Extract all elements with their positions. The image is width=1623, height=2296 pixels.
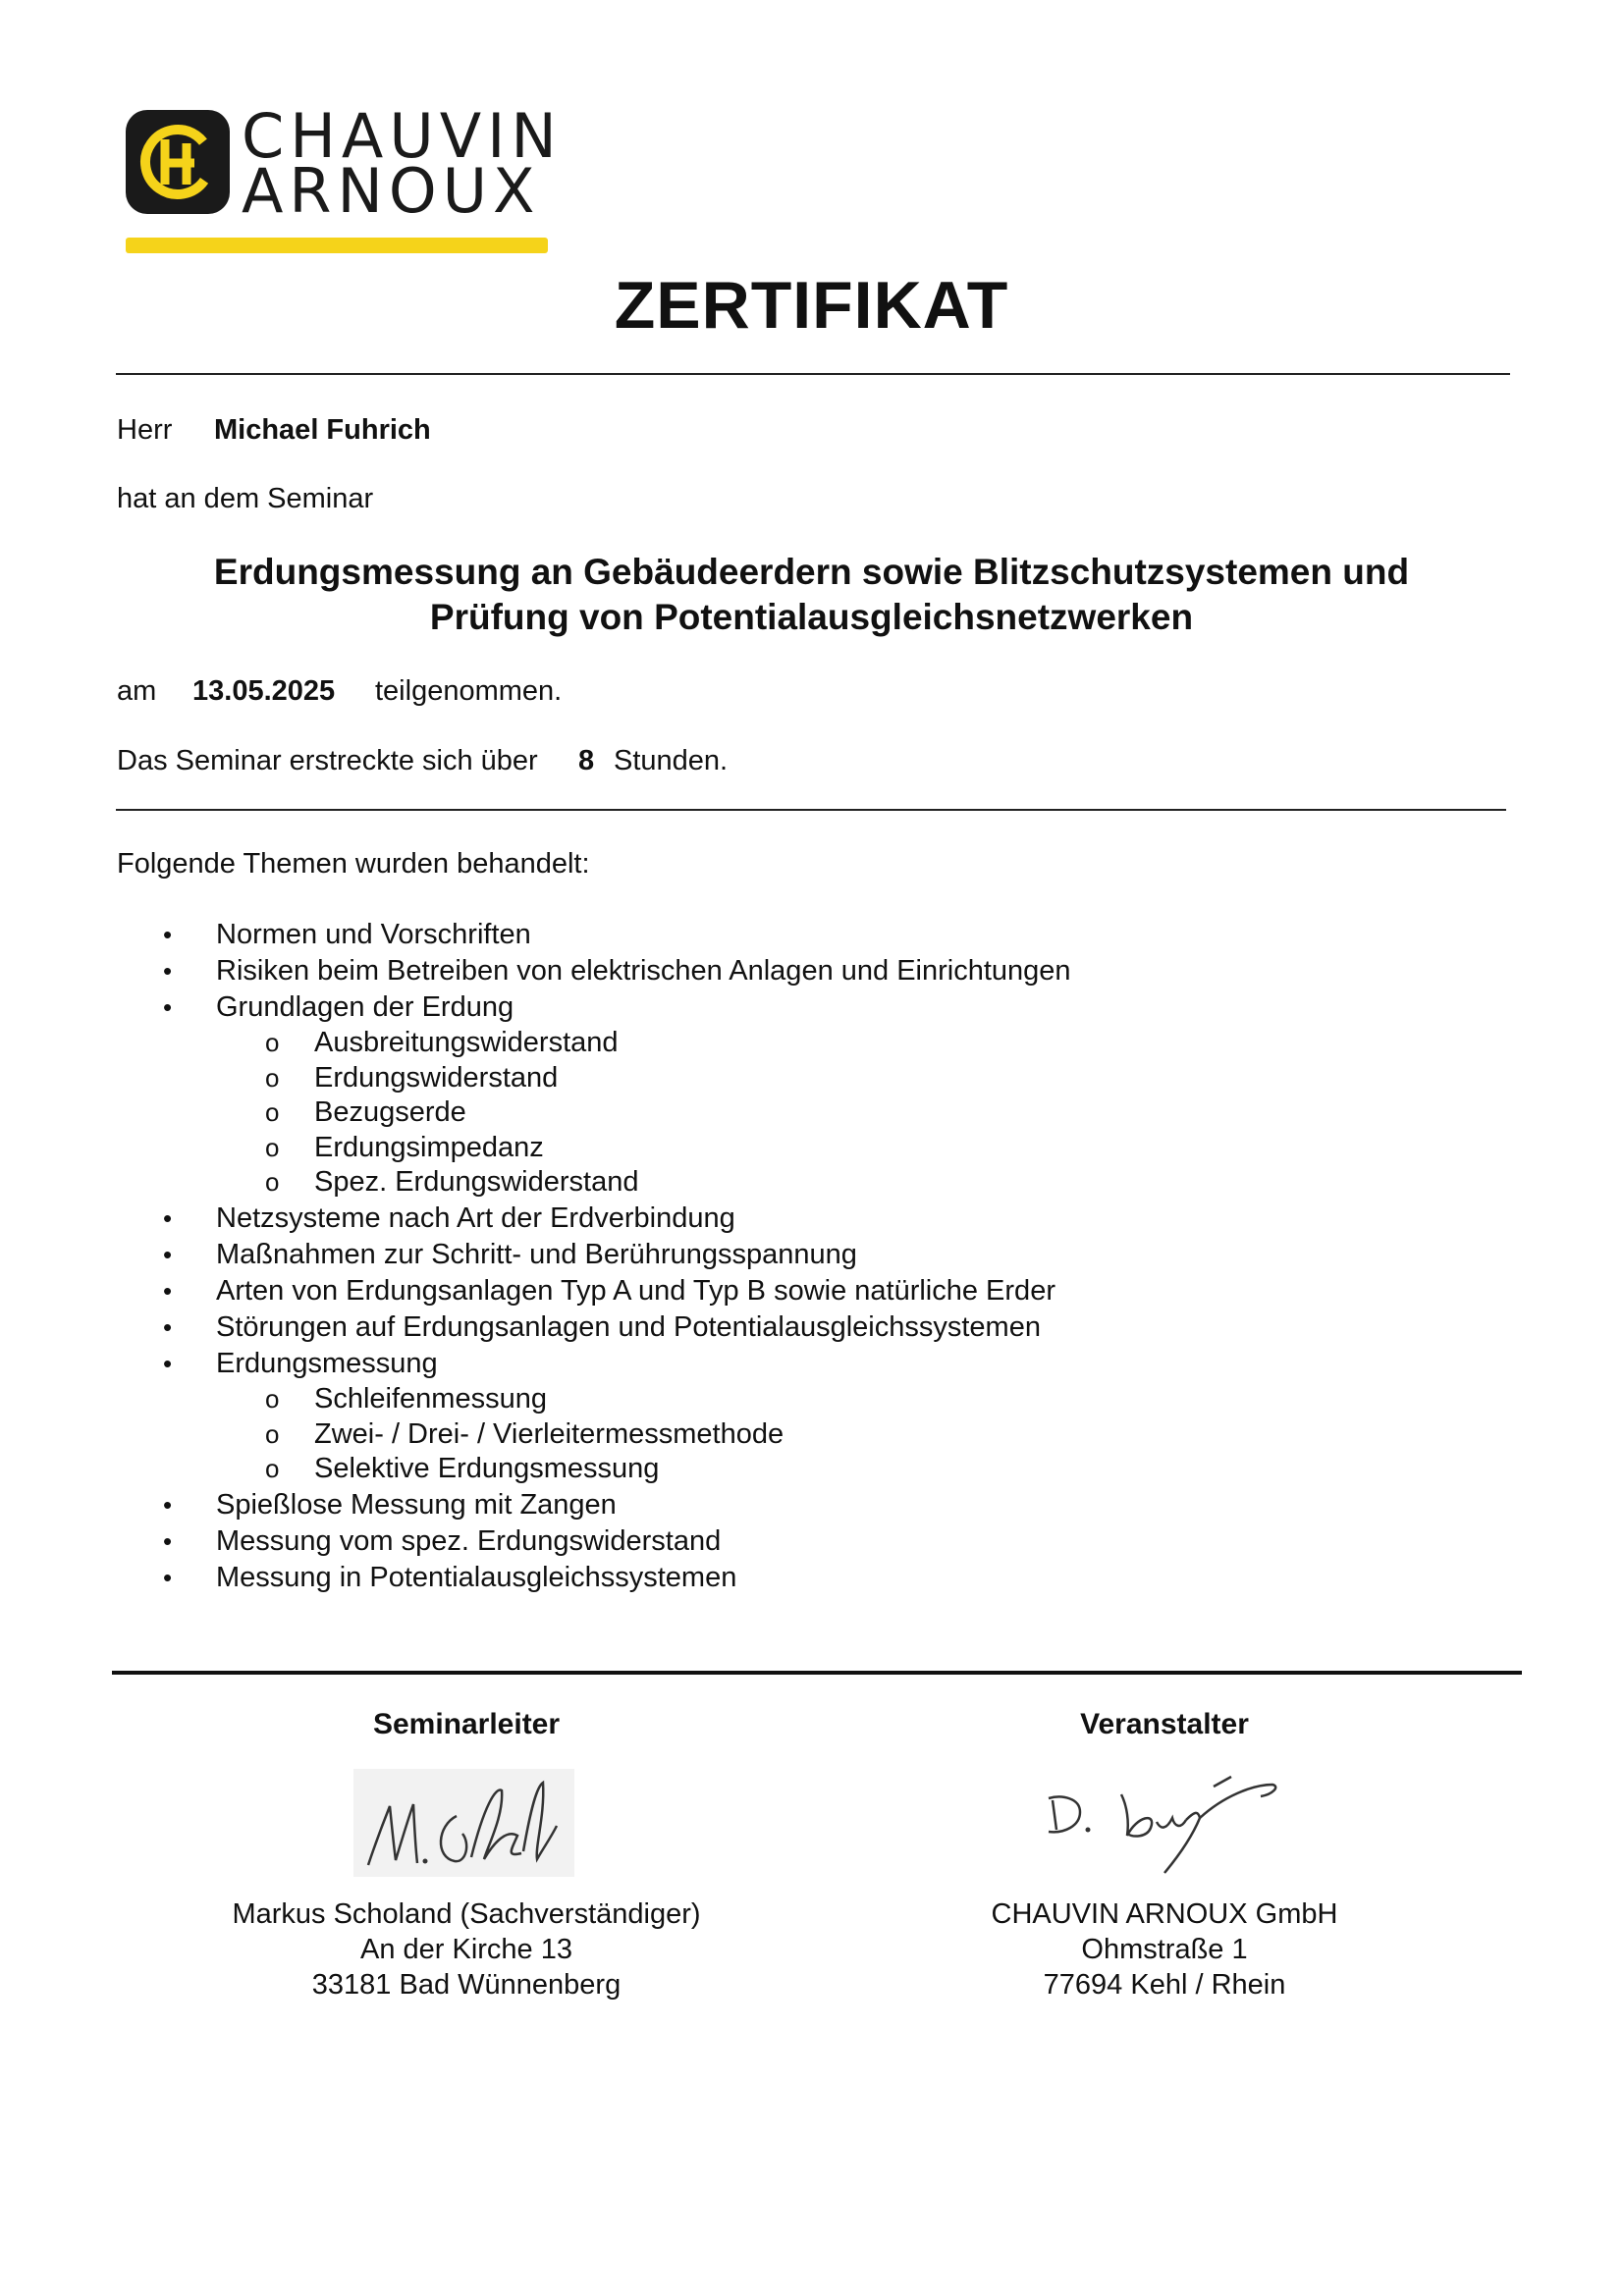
divider-bottom	[112, 1671, 1522, 1675]
date-prefix: am	[117, 675, 157, 707]
topics-list	[163, 917, 1071, 1596]
topic-item: • Spießlose Messung mit Zangen	[163, 1487, 1071, 1523]
seminar-date: 13.05.2025	[192, 675, 336, 707]
divider-middle	[116, 809, 1506, 811]
signature-block-veranstalter	[870, 1708, 1459, 2002]
salutation: Herr	[117, 414, 173, 446]
topic-subitem: o Zwei- / Drei- / Vierleitermessmethode	[163, 1417, 1071, 1453]
topic-subitem: o Erdungswiderstand	[163, 1061, 1071, 1096]
topic-item: • Messung in Potentialausgleichssystemen	[163, 1560, 1071, 1596]
logo-mark-icon	[126, 110, 230, 214]
topic-subitem: o Selektive Erdungsmessung	[163, 1452, 1071, 1487]
seminar-title-line-2: Prüfung von Potentialausgleichsnetzwerken	[429, 597, 1194, 637]
logo-word-arnoux: ARNOUX	[242, 155, 541, 227]
veranstalter-city: 77694 Kehl / Rhein	[1043, 1969, 1286, 2001]
seminarleiter-name: Markus Scholand (Sachverständiger)	[232, 1898, 701, 1930]
topic-item: • Erdungsmessung	[163, 1346, 1071, 1382]
duration-suffix: Stunden.	[614, 745, 729, 776]
duration-prefix: Das Seminar erstreckte sich über	[117, 745, 538, 776]
topic-subitem: o Spez. Erdungswiderstand	[163, 1165, 1071, 1201]
logo-accent-bar	[126, 238, 548, 253]
signature-veranstalter	[870, 1747, 1459, 1895]
date-suffix: teilgenommen.	[375, 675, 563, 707]
topic-item: • Netzsysteme nach Art der Erdverbindung	[163, 1201, 1071, 1237]
certificate-title: ZERTIFIKAT	[614, 268, 1009, 343]
veranstalter-heading: Veranstalter	[1080, 1708, 1249, 1740]
seminar-title-line-1: Erdungsmessung an Gebäudeerdern sowie Blitzschutzsystemen und	[213, 552, 1410, 592]
signature-seminarleiter	[172, 1747, 761, 1895]
chauvin-arnoux-logo	[126, 100, 563, 259]
seminar-title	[98, 550, 1525, 640]
topic-item: • Risiken beim Betreiben von elektrischen Anlagen und Einrichtungen	[163, 953, 1071, 989]
duration-hours: 8	[578, 745, 595, 776]
topic-subitem: o Schleifenmessung	[163, 1382, 1071, 1417]
topics-heading: Folgende Themen wurden behandelt:	[117, 848, 590, 880]
recipient-name: Michael Fuhrich	[214, 414, 431, 446]
divider-top	[116, 373, 1510, 375]
topic-subitem: o Bezugserde	[163, 1095, 1071, 1131]
topic-item: • Arten von Erdungsanlagen Typ A und Typ B sowie natürliche Erder	[163, 1273, 1071, 1309]
topic-item: • Messung vom spez. Erdungswiderstand	[163, 1523, 1071, 1560]
topic-subitem: o Erdungsimpedanz	[163, 1131, 1071, 1166]
signature-block-seminarleiter	[172, 1708, 761, 2002]
topic-item: • Normen und Vorschriften	[163, 917, 1071, 953]
topic-item: • Maßnahmen zur Schritt- und Berührungsspannung	[163, 1237, 1071, 1273]
topic-item: • Grundlagen der Erdung	[163, 989, 1071, 1026]
veranstalter-street: Ohmstraße 1	[1081, 1934, 1248, 1965]
veranstalter-company: CHAUVIN ARNOUX GmbH	[991, 1898, 1338, 1930]
logo-word-chauvin: CHAUVIN	[242, 100, 563, 172]
topic-item: • Störungen auf Erdungsanlagen und Potentialausgleichssystemen	[163, 1309, 1071, 1346]
seminarleiter-heading: Seminarleiter	[372, 1708, 561, 1740]
seminarleiter-street: An der Kirche 13	[359, 1934, 572, 1965]
seminarleiter-city: 33181 Bad Wünnenberg	[311, 1969, 622, 2001]
intro-text: hat an dem Seminar	[117, 483, 374, 514]
topic-subitem: o Ausbreitungswiderstand	[163, 1026, 1071, 1061]
